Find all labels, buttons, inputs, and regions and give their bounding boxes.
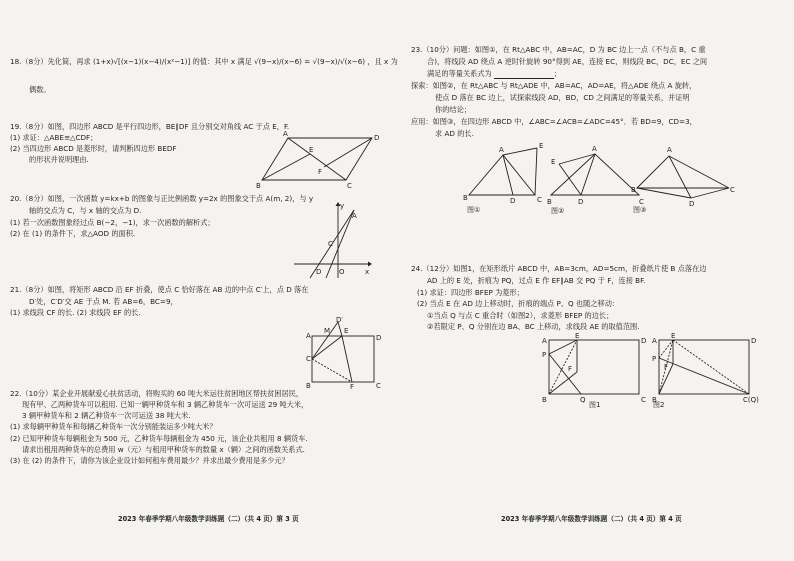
q23-f2-label-b: B	[547, 198, 552, 206]
q23-f1-label-a: A	[499, 146, 504, 154]
q19-label-c: C	[347, 182, 352, 190]
q24-line5: ①当点 Q 与点 C 重合时（如图2），求菱形 BFEP 的边长；	[427, 311, 614, 320]
q20-label-c: C	[328, 240, 333, 248]
q19-label-e: E	[309, 146, 314, 154]
q20-line2: 轴的交点为 C，与 x 轴的交点为 D.	[29, 206, 142, 215]
q24-f1-label-p: P	[542, 351, 547, 359]
q24-f2-label-e: E	[671, 332, 676, 340]
q23-f1-label-c: C	[537, 196, 542, 204]
q24-line2: AD 上的 E 处，折痕为 PQ，过点 E 作 EF∥AB 交 PQ 于 F，连接 BF.	[427, 276, 646, 285]
q21-label-a: A	[306, 332, 311, 340]
q21-label-d: D	[376, 334, 382, 342]
right-footer: 2023 年春季学期八年级数学训练题（二）（共 4 页）第 4 页	[501, 515, 682, 523]
q23-line2: 合)，将线段 AD 绕点 A 逆时针旋转 90°得到 AE，连接 EC，则线段 BC，DC，EC 之间	[427, 57, 708, 66]
q23-figure-1	[461, 140, 551, 218]
q18-expression: (1+x)√[(x−1)(x−4)/(x²−1)]	[93, 57, 191, 66]
q23-f3-label-a: A	[667, 146, 672, 154]
q24-line1: 24.（12分）如图1，在矩形纸片 ABCD 中，AB=3cm，AD=5cm，折叠纸片使 B 点落在边	[411, 264, 707, 273]
q21-line2: D′处，C′D′交 AE 于点 M. 若 AB=6，BC=9，	[29, 297, 178, 306]
q19-line2: (1) 求证：△ABE≌△CDF；	[10, 133, 98, 142]
q21-label-c: C	[376, 382, 381, 390]
q20-line4: (2) 在 (1) 的条件下，求△AOD 的面积.	[10, 229, 136, 238]
q21-label-f: F	[350, 383, 355, 391]
q22-line3: 3 辆甲种货车和 2 辆乙种货车一次可运送 38 吨大米.	[22, 411, 191, 420]
q23-figure-3	[631, 140, 735, 218]
q22-line5: (2) 已知甲种货车每辆租金为 500 元，乙种货车每辆租金为 450 元，该企业共租用 8 辆货车.	[10, 434, 308, 443]
q20-label-d: D	[316, 268, 322, 276]
q24-f1-label-d: D	[641, 337, 647, 345]
q23-f3-label-b: B	[631, 186, 636, 194]
q19-line1: 19.（8分）如图，四边形 ABCD 是平行四边形，BE∥DF 且分别交对角线 AC 于点 E，F.	[10, 122, 290, 131]
q20-label-x: x	[365, 268, 370, 276]
q19-line4: 的形状并说明理由.	[29, 155, 89, 164]
q24-f1-label-a: A	[542, 337, 547, 345]
q23-line5: 使点 D 落在 BC 边上，试探索线段 AD，BD，CD 之间满足的等量关系，并证明	[435, 93, 690, 102]
q18-line2: 偶数。	[29, 85, 51, 94]
q23-line1: 23.（10分）问题：如图①，在 Rt△ABC 中，AB=AC，D 为 BC 边上一点（不与点 B，C 重	[411, 45, 706, 54]
q23-figure-2-label: 图②	[551, 207, 565, 215]
q23-f1-label-d: D	[510, 197, 516, 205]
q22-line1: 22.（10分）某企业开展献爱心扶贫活动，将购买的 60 吨大米运往贫困地区帮扶贫困居民，	[10, 389, 304, 398]
q21-line1: 21.（8分）如图，将矩形 ABCD 沿 EF 折叠，使点 C 恰好落在 AB 边的中点 C′上，点 D 落在	[10, 285, 309, 294]
q23-line8: 求 AD 的长.	[435, 129, 474, 138]
q23-f2-label-c: C	[639, 198, 644, 206]
q19-line3: (2) 当四边形 ABCD 是菱形时，请判断四边形 BEDF	[10, 144, 177, 153]
q18-head: 18.（8分）先化简，再求	[10, 57, 91, 66]
q24-line4: (2) 当点 E 在 AD 边上移动时，折痕的端点 P、Q 也随之移动：	[417, 299, 620, 308]
q23-f2-label-e: E	[551, 158, 556, 166]
q23-f2-label-a: A	[592, 145, 597, 153]
q23-f2-label-d: D	[578, 198, 584, 206]
q21-label-b: B	[306, 382, 311, 390]
q20-label-o: O	[339, 268, 345, 276]
q19-label-d: D	[374, 134, 380, 142]
q21-label-d1: D′	[336, 316, 343, 324]
q24-figure-2	[647, 332, 777, 408]
q18-condition: √(9−x)/(x−6) = √(9−x)/√(x−6)	[254, 57, 366, 66]
q22-line6: 请求出租用两种货车的总费用 w（元）与租用甲种货车的数量 x（辆）之间的函数关系式.	[22, 445, 305, 454]
q23-f1-label-e: E	[539, 142, 544, 150]
left-footer: 2023 年春季学期八年级数学训练题（二）（共 4 页）第 3 页	[118, 515, 299, 523]
q22-line4: (1) 求每辆甲种货车和每辆乙种货车一次分别能装运多少吨大米？	[10, 422, 217, 431]
q24-f1-label-q: Q	[580, 396, 586, 404]
q19-label-a: A	[283, 130, 288, 138]
q20-label-y: y	[340, 202, 345, 210]
q20-function-graph	[292, 200, 372, 280]
q23-line4: 探索：如图②，在 Rt△ABC 与 Rt△ADE 中，AB=AC，AD=AE，将△ADE 绕点 A 旋转，	[411, 81, 697, 90]
q23-line3	[427, 69, 561, 79]
q22-line2: 现有甲、乙两种货车可以租用. 已知一辆甲种货车和 3 辆乙种货车一次可运送 29 吨大米，	[22, 400, 309, 409]
q24-f2-label-d: D	[751, 337, 757, 345]
q23-f3-label-d: D	[689, 200, 695, 208]
q24-f1-label-c: C	[641, 396, 646, 404]
q23-figure-2	[547, 140, 647, 218]
q22-line7: (3) 在 (2) 的条件下，请你为该企业设计如何租车费用最少？并求出最少费用是多少元？	[10, 456, 289, 465]
q21-label-m: M	[324, 327, 331, 335]
q23-line3-text: 满足的等量关系式为	[427, 69, 492, 78]
q21-folded-rectangle-figure	[298, 318, 384, 390]
q24-f1-label-f: F	[568, 365, 573, 373]
q19-label-f: F	[318, 168, 323, 176]
q23-line7: 应用：如图③，在四边形 ABCD 中，∠ABC=∠ACB=∠ADC=45°．若 BD=9，CD=3，	[411, 117, 697, 126]
q23-figure-3-label: 图③	[633, 206, 647, 214]
q19-label-b: B	[256, 182, 261, 190]
q24-line3: (1) 求证：四边形 BFEP 为菱形；	[417, 288, 524, 297]
q20-label-a: A	[352, 212, 357, 220]
q18-line1	[10, 57, 398, 67]
q23-answer-blank	[494, 70, 554, 79]
q23-line6: 你的结论；	[435, 105, 471, 114]
q21-label-c1: C′	[306, 355, 313, 363]
q18-tail: ，且 x 为	[367, 57, 398, 66]
q19-parallelogram-figure	[250, 130, 385, 190]
q23-figure-1-label: 图①	[467, 206, 481, 214]
q24-f2-label-p: P	[652, 355, 657, 363]
q18-middle: 的值：其中 x 满足	[192, 57, 252, 66]
q24-figure-2-label: 图2	[653, 401, 665, 409]
q20-line1: 20.（8分）如图，一次函数 y=kx+b 的图象与正比例函数 y=2x 的图象交于点 A(m, 2)，与 y	[10, 194, 314, 203]
q24-f2-label-f: F	[664, 363, 669, 371]
q23-f3-label-c: C	[730, 186, 735, 194]
q23-f1-label-b: B	[463, 194, 468, 202]
q21-line3: (1) 求线段 CF 的长. (2) 求线段 EF 的长.	[10, 308, 141, 317]
q24-figure-1-label: 图1	[589, 401, 601, 409]
right-page	[397, 0, 794, 561]
q24-f1-label-b: B	[542, 396, 547, 404]
q24-line6: ②若限定 P、Q 分别在边 BA、BC 上移动，求线段 AE 的取值范围.	[427, 322, 640, 331]
q24-figure-1	[539, 332, 651, 408]
q23-line3-end: ；	[554, 69, 562, 78]
q24-f1-label-e: E	[575, 332, 580, 340]
q24-f2-label-cq: C(Q)	[743, 396, 759, 404]
q24-f2-label-a: A	[652, 337, 657, 345]
q24-f2-label-b: B	[652, 396, 657, 404]
q20-line3: (1) 若一次函数图象经过点 B(−2，−1)，求一次函数的解析式；	[10, 218, 215, 227]
q21-label-e: E	[344, 327, 349, 335]
